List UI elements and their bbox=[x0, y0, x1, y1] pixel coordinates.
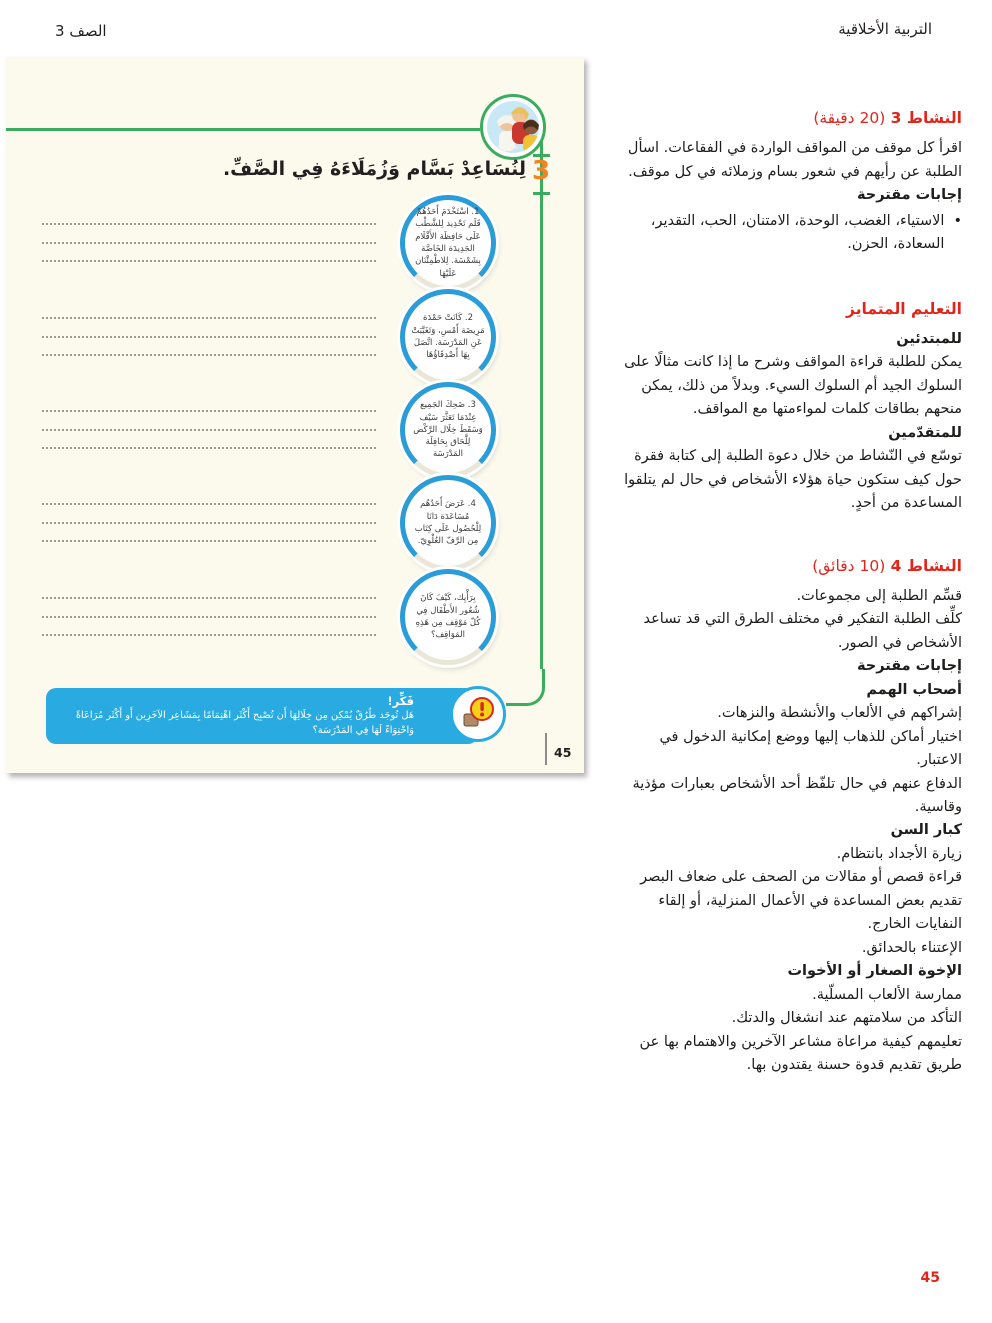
situation-bubble-3 bbox=[400, 382, 496, 478]
answer-line bbox=[42, 634, 376, 636]
green-frame-horizontal-line bbox=[6, 128, 480, 131]
teacher-page-number: 45 bbox=[920, 1270, 940, 1286]
advanced-label: للمتقدّمين bbox=[888, 424, 962, 441]
activity3-bullet-item bbox=[614, 210, 962, 257]
answer-line bbox=[42, 317, 376, 319]
group-item: تعليمهم كيفية مراعاة مشاعر الآخرين والاهتمام بها عن طريق تقديم قدوة حسنة يقتدون بها. bbox=[639, 1033, 962, 1074]
activity3-bullet-text: الاستياء، الغضب، الوحدة، الامتنان، الحب، التقدير، السعادة، الحزن. bbox=[650, 212, 945, 253]
group-label-determination: أصحاب الهمم bbox=[866, 681, 962, 698]
answer-line bbox=[42, 223, 376, 225]
activity3-title: النشاط 3 bbox=[890, 109, 962, 127]
green-frame-vertical-line bbox=[540, 127, 543, 669]
group-label-siblings: الإخوة الصغار أو الأخوات bbox=[787, 963, 962, 980]
situation-bubble-4 bbox=[400, 475, 496, 571]
answer-line bbox=[42, 410, 376, 412]
group-item: الإعتناء بالحدائق. bbox=[861, 939, 962, 956]
lesson-title: لِنُسَاعِدْ بَسَّام وَزُمَلَاءَهُ فِي الصَّفِّ. bbox=[222, 158, 526, 180]
situation-bubble-text: 1. اسْتَخْدَمَ أَحَدُهُمْ قَلَم تَحْدِيد لِلشَّطْب عَلَى حَافِظَة الأَقْلَام الجَدِيدَة الخَاصَّة بِشَمْسَة. لِلاطْمِئْنَان عَلَيْهَا bbox=[415, 207, 481, 279]
lesson-number: 3 bbox=[531, 156, 551, 186]
alert-think-icon bbox=[450, 686, 506, 742]
students-icon bbox=[480, 94, 546, 160]
activity4-duration: (10 دقائق) bbox=[812, 556, 886, 575]
advanced-text: توسّع في النّشاط من خلال دعوة الطلبة إلى كتابة فقرة حول كيف ستكون حياة هؤلاء الأشخاص في حال لم يتلقوا المساعدة من أحدٍ. bbox=[624, 448, 962, 512]
student-book-page bbox=[6, 57, 584, 773]
activity3-intro: اقرأ كل موقف من المواقف الواردة في الفقاعات. اسأل الطلبة عن رأيهم في شعور بسام وزملائه في كل موقف. bbox=[627, 140, 962, 180]
situation-bubble-text: 4. عَرَضَ أَحَدُهُم مُسَاعَدَة دَانَا لِلْحُصُول عَلَى كِتَاب مِن الرَّفّ العُلْوِيّ. bbox=[414, 499, 482, 547]
answer-line bbox=[42, 354, 376, 356]
situation-bubble-text: بِرَأْيِك، كَيْفَ كَانَ شُعُور الأَطْفَال فِي كُلّ مَوْقِف مِن هَذِهِ المَوَاقِف؟ bbox=[415, 593, 481, 641]
situation-bubble-1 bbox=[400, 195, 496, 291]
group-item: الدفاع عنهم في حال تلفّظ أحد الأشخاص بعبارات مؤذية وقاسية. bbox=[632, 775, 962, 815]
answer-line bbox=[42, 616, 376, 618]
think-box-title: فَكِّر! bbox=[387, 694, 414, 708]
activity3-suggested-label: إجابات مقترحة bbox=[857, 187, 962, 204]
activity4-title: النشاط 4 bbox=[890, 556, 962, 575]
group-label-elderly: كبار السن bbox=[890, 822, 962, 839]
activity4-heading bbox=[614, 554, 962, 579]
student-page-footer-rule bbox=[545, 733, 547, 765]
group-item: التأكد من سلامتهم عند انشغال والدتك. bbox=[731, 1010, 962, 1027]
situation-bubble-2 bbox=[400, 289, 496, 385]
green-frame-curve bbox=[506, 669, 545, 706]
situation-bubble-text: 2. كَانَتْ حَمْدَة مَرِيضَة أَمْسِ، وَتَغَيَّبَتْ عَنِ المَدْرَسَة. اتَّصَلَ بِهَا أَصْدِقَاؤُهَا bbox=[411, 313, 485, 361]
answer-line bbox=[42, 336, 376, 338]
students-icon-background bbox=[487, 101, 539, 153]
activity3-duration: (20 دقيقة) bbox=[813, 109, 886, 127]
activity4-step2: كلِّف الطلبة التفكير في مختلف الطرق التي قد تساعد الأشخاص في الصور. bbox=[643, 611, 962, 651]
group-item: قراءة قصص أو مقالات من الصحف على ضعاف البصر bbox=[640, 869, 962, 886]
bullet-icon: • bbox=[953, 212, 962, 229]
answer-line bbox=[42, 540, 376, 542]
student-page-number: 45 bbox=[554, 745, 572, 760]
running-head-grade: الصف 3 bbox=[55, 22, 107, 40]
green-tick bbox=[533, 192, 550, 195]
answer-line bbox=[42, 503, 376, 505]
situation-bubble-5 bbox=[400, 569, 496, 665]
teacher-notes-column bbox=[614, 106, 962, 1078]
group-item: إشراكهم في الألعاب والأنشطة والنزهات. bbox=[717, 705, 962, 722]
activity4-suggested-label: إجابات مقترحة bbox=[857, 658, 962, 675]
answer-line bbox=[42, 260, 376, 262]
answer-line bbox=[42, 522, 376, 524]
think-box-text: هَل تُوجَد طُرُقٌ يُمْكِن مِن خِلَالِهَا أَن تُصْبِح أَكْثَر اهْتِمَامًا بِمَشَاعِر الآخَرِين أَو أَكْثَر مُرَاعَاةً وَاحْتِوَاءً لَهَا فِي المَدْرَسَة؟ bbox=[75, 710, 414, 736]
beginners-label: للمبتدئين bbox=[896, 330, 962, 347]
activity4-step1: قسِّم الطلبة إلى مجموعات. bbox=[796, 587, 962, 604]
group-item: زيارة الأجداد بانتظام. bbox=[836, 845, 962, 862]
group-item: تقديم بعض المساعدة في الأعمال المنزلية، أو إلقاء النفايات الخارج. bbox=[658, 892, 962, 933]
alert-think-icon-graphic bbox=[460, 696, 496, 732]
beginners-text: يمكن للطلبة قراءة المواقف وشرح ما إذا كانت مثالًا على السلوك الجيد أم السلوك السيء. وبدلاً من ذلك، يمكن منحهم بطاقات كلمات لمواءمتها مع المواقف. bbox=[624, 354, 962, 418]
answer-line bbox=[42, 447, 376, 449]
group-item: ممارسة الألعاب المسلّية. bbox=[812, 986, 962, 1003]
answer-line bbox=[42, 597, 376, 599]
answer-line bbox=[42, 242, 376, 244]
situation-bubble-text: 3. ضَحِكَ الجَمِيع عِنْدَمَا تَعَثَّرَ سَيْف وَسَقَطَ خِلَال الرَّكْض لِلَّحَاق بِحَافِلَة المَدْرَسَة bbox=[413, 400, 483, 460]
think-box bbox=[46, 688, 478, 744]
differentiation-heading: التعليم المتمايز bbox=[846, 299, 962, 318]
running-head-subject: التربية الأخلاقية bbox=[838, 20, 932, 38]
group-item: اختيار أماكن للذهاب إليها ووضع إمكانية الدخول في الاعتبار. bbox=[659, 728, 962, 769]
answer-line bbox=[42, 429, 376, 431]
activity3-heading bbox=[614, 106, 962, 131]
students-icon-graphic bbox=[487, 101, 539, 153]
